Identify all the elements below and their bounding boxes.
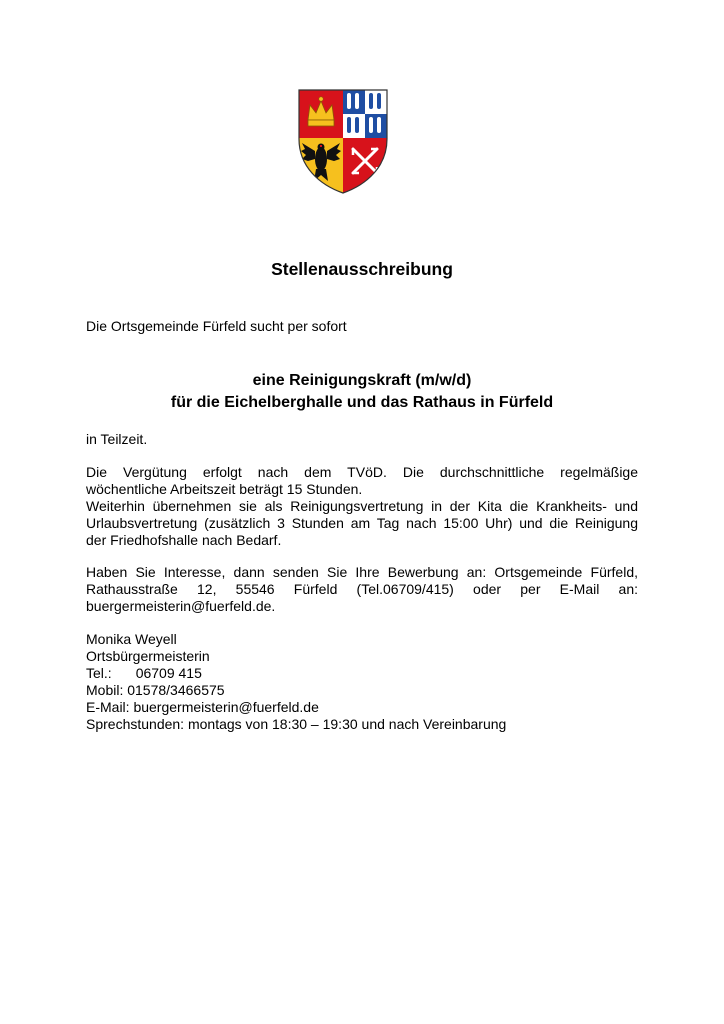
application-line: Haben Sie Interesse, dann senden Sie Ihre Bewerbung an: Ortsgemeinde Fürfeld, (86, 564, 638, 580)
contact-office-hours: Sprechstunden: montags von 18:30 – 19:30 und nach Vereinbarung (86, 716, 507, 732)
phone-label: Tel.: (86, 665, 112, 681)
intro-text: Die Ortsgemeinde Fürfeld sucht per sofort (86, 318, 347, 334)
verguetung-line: wöchentliche Arbeitszeit beträgt 15 Stunden. (86, 481, 363, 497)
coat-of-arms-logo (296, 87, 390, 195)
document-title: Stellenausschreibung (271, 259, 453, 279)
contact-phone (86, 665, 638, 682)
teilzeit-paragraph (86, 431, 638, 448)
application-email-line: buergermeisterin@fuerfeld.de. (86, 598, 276, 614)
teilzeit-text: in Teilzeit. (86, 431, 148, 447)
contact-block (86, 631, 638, 733)
contact-name: Monika Weyell (86, 631, 177, 647)
verguetung-line: Die Vergütung erfolgt nach dem TVöD. Die durchschnittliche regelmäßige (86, 464, 638, 480)
phone-number: 06709 415 (135, 665, 202, 681)
contact-email: E-Mail: buergermeisterin@fuerfeld.de (86, 699, 319, 715)
verguetung-line: der Friedhofshalle nach Bedarf. (86, 532, 282, 548)
position-title: eine Reinigungskraft (m/w/d) (252, 372, 472, 389)
application-line: Rathausstraße 12, 55546 Fürfeld (Tel.06709/415) oder per E-Mail an: (86, 581, 638, 597)
verguetung-line: Weiterhin übernehmen sie als Reinigungsvertretung in der Kita die Krankheits- und (86, 498, 638, 514)
verguetung-line: Urlaubsvertretung (zusätzlich 3 Stunden am Tag nach 15:00 Uhr) und die Reinigung (86, 515, 638, 531)
contact-mobile: Mobil: 01578/3466575 (86, 682, 225, 698)
contact-role: Ortsbürgermeisterin (86, 648, 210, 664)
position-heading (0, 370, 724, 414)
position-location: für die Eichelberghalle und das Rathaus in Fürfeld (170, 394, 554, 411)
application-paragraph (86, 564, 638, 615)
verguetung-paragraph (86, 464, 638, 549)
